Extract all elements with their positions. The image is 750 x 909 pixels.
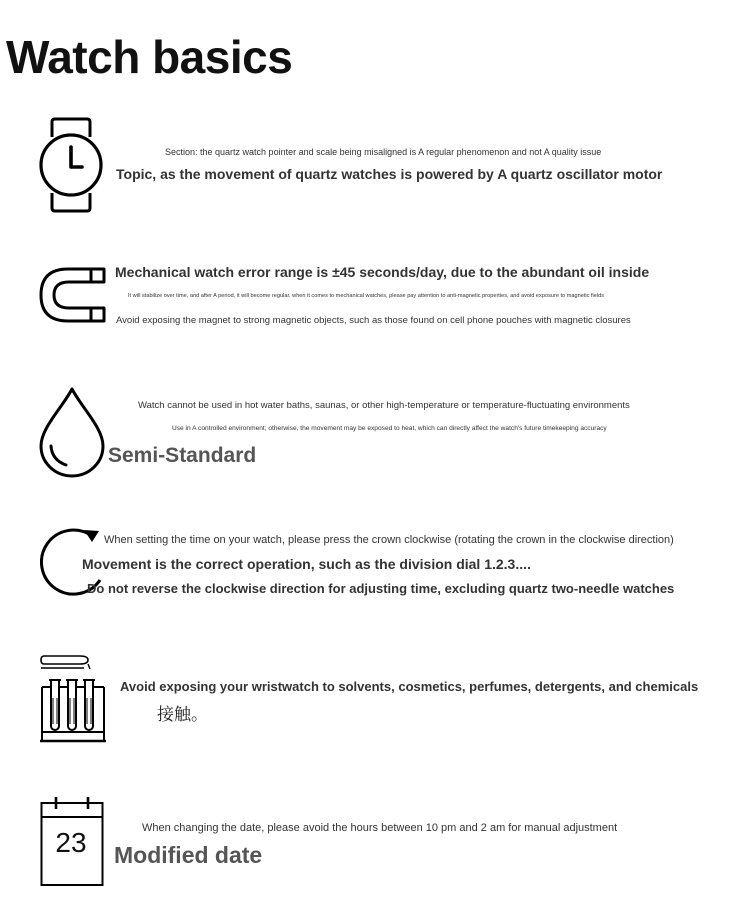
chemicals-warning: Avoid exposing your wristwatch to solvents, cosmetics, perfumes, detergents, and chemicals: [120, 679, 699, 694]
chemicals-contact: 接触。: [157, 705, 208, 725]
water-warning: Watch cannot be used in hot water baths, saunas, or other high-temperature or temperature-fluctuating environments: [138, 400, 630, 411]
magnet-heading: Mechanical watch error range is ±45 seconds/day, due to the abundant oil inside: [115, 264, 650, 280]
crown-instruction: When setting the time on your watch, please press the crown clockwise (rotating the crown in the clockwise direction): [104, 534, 674, 546]
water-standard-label: Semi-Standard: [108, 444, 257, 467]
water-fine-print: Use in A controlled environment; otherwise, the movement may be exposed to heat, which can directly affect the watch's future timekeeping accuracy: [172, 425, 607, 432]
test-tubes-icon: [38, 652, 108, 744]
crown-warning: Do not reverse the clockwise direction for adjusting time, excluding quartz two-needle watches: [87, 581, 675, 596]
magnet-fine-print: It will stabilize over time, and after A period, it will become regular. when it comes to mechanical watches, please pay attention to anti-magnetic properties, and avoid exposure to magnetic fields: [128, 293, 605, 299]
magnet-icon: [38, 266, 108, 324]
calendar-day-number: 23: [55, 827, 87, 858]
page-title: Watch basics: [6, 31, 293, 83]
quartz-topic: Topic, as the movement of quartz watches is powered by A quartz oscillator motor: [116, 166, 663, 182]
water-drop-icon: [38, 386, 106, 478]
magnet-advice: Avoid exposing the magnet to strong magnetic objects, such as those found on cell phone pouches with magnetic closures: [116, 315, 631, 326]
calendar-icon: [40, 795, 104, 887]
date-instruction: When changing the date, please avoid the hours between 10 pm and 2 am for manual adjustment: [142, 822, 618, 834]
clock-icon: [38, 117, 104, 213]
crown-operation: Movement is the correct operation, such as the division dial 1.2.3....: [82, 556, 531, 572]
date-label: Modified date: [114, 842, 263, 868]
quartz-note: Section: the quartz watch pointer and scale being misaligned is A regular phenomenon and not A quality issue: [165, 147, 602, 157]
